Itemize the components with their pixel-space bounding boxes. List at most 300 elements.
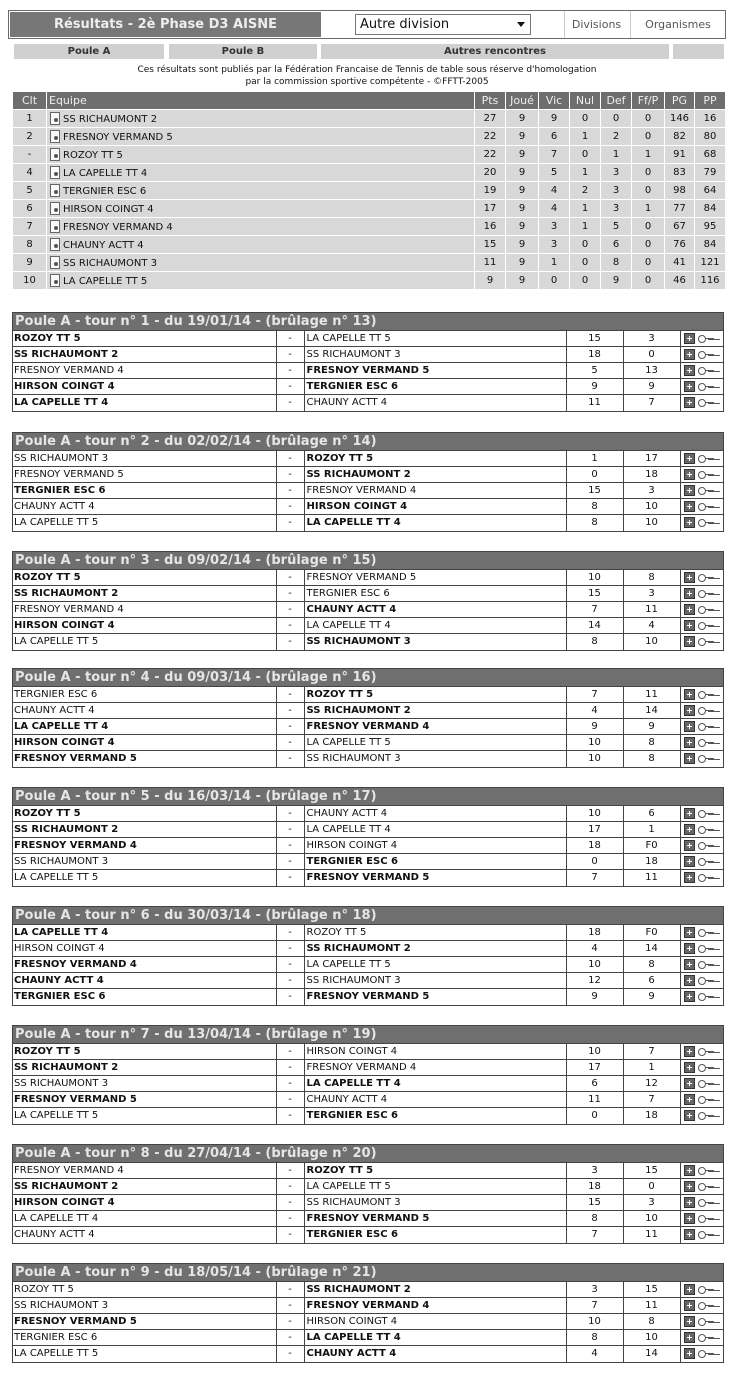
ranking-cell: 95 xyxy=(695,218,726,236)
tab-autres-rencontres[interactable]: Autres rencontres xyxy=(321,44,669,59)
ranking-cell: 4 xyxy=(539,200,570,218)
match-separator: - xyxy=(276,515,304,531)
match-row xyxy=(13,570,723,586)
ranking-cell: 17 xyxy=(475,200,506,218)
key-icon[interactable] xyxy=(698,960,715,969)
home-team: LA CAPELLE TT 4 xyxy=(13,395,276,411)
key-icon[interactable] xyxy=(698,841,715,850)
away-score: 0 xyxy=(623,347,680,363)
away-score: 8 xyxy=(623,1314,680,1330)
plus-icon[interactable] xyxy=(684,365,695,376)
ranking-cell: 5 xyxy=(13,182,47,200)
home-score: 10 xyxy=(566,751,623,767)
key-icon[interactable] xyxy=(698,589,715,598)
home-score: 18 xyxy=(566,838,623,854)
away-score: F0 xyxy=(623,838,680,854)
home-team: LA CAPELLE TT 5 xyxy=(13,515,276,531)
home-team: SS RICHAUMONT 2 xyxy=(13,1060,276,1076)
key-icon[interactable] xyxy=(698,992,715,1001)
match-actions xyxy=(680,347,723,363)
ranking-cell: 10 xyxy=(13,272,47,290)
home-team: ROZOY TT 5 xyxy=(13,1044,276,1060)
plus-icon[interactable] xyxy=(684,349,695,360)
key-icon[interactable] xyxy=(698,825,715,834)
col-equipe: Equipe xyxy=(47,92,475,110)
ranking-cell: 9 xyxy=(506,272,539,290)
team-name[interactable]: LA CAPELLE TT 4 xyxy=(63,168,148,179)
match-row xyxy=(13,1346,723,1362)
home-score: 0 xyxy=(566,467,623,483)
away-team: SS RICHAUMONT 3 xyxy=(304,347,566,363)
home-score: 7 xyxy=(566,687,623,703)
away-score: 8 xyxy=(623,751,680,767)
match-row xyxy=(13,451,723,467)
ranking-cell: 3 xyxy=(601,200,632,218)
home-score: 8 xyxy=(566,1330,623,1346)
plus-icon[interactable] xyxy=(684,689,695,700)
match-separator: - xyxy=(276,363,304,379)
round-matches-table xyxy=(13,1043,723,1124)
ranking-row xyxy=(13,200,726,218)
key-icon[interactable] xyxy=(698,857,715,866)
tab-poule-b[interactable]: Poule B xyxy=(169,44,317,59)
away-score: 11 xyxy=(623,602,680,618)
away-team: FRESNOY VERMAND 5 xyxy=(304,870,566,886)
plus-icon[interactable] xyxy=(684,588,695,599)
away-score: 8 xyxy=(623,570,680,586)
plus-icon[interactable] xyxy=(684,959,695,970)
plus-icon[interactable] xyxy=(684,840,695,851)
key-icon[interactable] xyxy=(698,621,715,630)
match-actions xyxy=(680,451,723,467)
key-icon[interactable] xyxy=(698,502,715,511)
key-icon[interactable] xyxy=(698,1349,715,1358)
ranking-cell: 7 xyxy=(13,218,47,236)
plus-icon[interactable] xyxy=(684,808,695,819)
ranking-cell: 0 xyxy=(632,218,665,236)
plus-icon[interactable] xyxy=(684,620,695,631)
plus-icon[interactable] xyxy=(684,824,695,835)
plus-icon[interactable] xyxy=(684,1332,695,1343)
key-icon[interactable] xyxy=(698,518,715,527)
key-icon[interactable] xyxy=(698,1198,715,1207)
doc-icon[interactable] xyxy=(49,166,60,178)
match-actions xyxy=(680,735,723,751)
doc-icon[interactable] xyxy=(49,274,60,286)
match-row xyxy=(13,515,723,531)
away-score: 0 xyxy=(623,1179,680,1195)
home-score: 17 xyxy=(566,1060,623,1076)
plus-icon[interactable] xyxy=(684,705,695,716)
home-score: 1 xyxy=(566,451,623,467)
away-score: 7 xyxy=(623,1044,680,1060)
key-icon[interactable] xyxy=(698,1301,715,1310)
tab-poule-a[interactable]: Poule A xyxy=(14,44,164,59)
ranking-cell: 9 xyxy=(506,218,539,236)
ranking-team-cell xyxy=(47,200,475,218)
team-name[interactable]: ROZOY TT 5 xyxy=(63,150,123,161)
plus-icon[interactable] xyxy=(684,1094,695,1105)
ranking-cell: 1 xyxy=(570,164,601,182)
match-row xyxy=(13,467,723,483)
team-name[interactable]: CHAUNY ACTT 4 xyxy=(63,240,144,251)
key-icon[interactable] xyxy=(698,398,715,407)
home-team: TERGNIER ESC 6 xyxy=(13,1330,276,1346)
team-name[interactable]: SS RICHAUMONT 2 xyxy=(63,114,158,125)
plus-icon[interactable] xyxy=(684,1348,695,1359)
match-row xyxy=(13,687,723,703)
key-icon[interactable] xyxy=(698,470,715,479)
key-icon[interactable] xyxy=(698,1166,715,1175)
key-icon[interactable] xyxy=(698,754,715,763)
plus-icon[interactable] xyxy=(684,453,695,464)
team-name[interactable]: TERGNIER ESC 6 xyxy=(63,186,147,197)
home-score: 5 xyxy=(566,363,623,379)
home-team: TERGNIER ESC 6 xyxy=(13,483,276,499)
round-title: Poule A - tour n° 4 - du 09/03/14 - (brûlage n° 16) xyxy=(13,669,723,686)
ranking-cell: 15 xyxy=(475,236,506,254)
match-separator: - xyxy=(276,618,304,634)
ranking-cell: 9 xyxy=(601,272,632,290)
organismes-link[interactable]: Organismes xyxy=(630,11,725,38)
plus-icon[interactable] xyxy=(684,753,695,764)
plus-icon[interactable] xyxy=(684,737,695,748)
key-icon[interactable] xyxy=(698,1047,715,1056)
ranking-cell: 0 xyxy=(632,236,665,254)
plus-icon[interactable] xyxy=(684,721,695,732)
match-row xyxy=(13,634,723,650)
match-separator: - xyxy=(276,1227,304,1243)
col-ffp: Ff/P xyxy=(632,92,665,110)
match-row xyxy=(13,1282,723,1298)
match-row xyxy=(13,989,723,1005)
away-team: LA CAPELLE TT 4 xyxy=(304,515,566,531)
match-actions xyxy=(680,395,723,411)
ranking-team-cell xyxy=(47,146,475,164)
ranking-cell: 8 xyxy=(13,236,47,254)
away-team: TERGNIER ESC 6 xyxy=(304,854,566,870)
match-actions xyxy=(680,363,723,379)
match-separator: - xyxy=(276,989,304,1005)
home-score: 8 xyxy=(566,1211,623,1227)
key-icon[interactable] xyxy=(698,573,715,582)
team-name[interactable]: FRESNOY VERMAND 5 xyxy=(63,132,173,143)
home-team: LA CAPELLE TT 5 xyxy=(13,1108,276,1124)
match-separator: - xyxy=(276,1298,304,1314)
key-icon[interactable] xyxy=(698,976,715,985)
home-team: SS RICHAUMONT 2 xyxy=(13,1179,276,1195)
doc-icon[interactable] xyxy=(49,256,60,268)
home-team: LA CAPELLE TT 4 xyxy=(13,719,276,735)
key-icon[interactable] xyxy=(698,928,715,937)
match-separator: - xyxy=(276,1076,304,1092)
key-icon[interactable] xyxy=(698,809,715,818)
key-icon[interactable] xyxy=(698,334,715,343)
plus-icon[interactable] xyxy=(684,1062,695,1073)
match-actions xyxy=(680,586,723,602)
match-row xyxy=(13,751,723,767)
plus-icon[interactable] xyxy=(684,927,695,938)
away-score: 17 xyxy=(623,451,680,467)
plus-icon[interactable] xyxy=(684,517,695,528)
ranking-row xyxy=(13,218,726,236)
key-icon[interactable] xyxy=(698,1230,715,1239)
key-icon[interactable] xyxy=(698,1317,715,1326)
col-joue: Joué xyxy=(506,92,539,110)
match-separator: - xyxy=(276,854,304,870)
away-team: CHAUNY ACTT 4 xyxy=(304,1092,566,1108)
match-separator: - xyxy=(276,838,304,854)
plus-icon[interactable] xyxy=(684,1046,695,1057)
home-score: 15 xyxy=(566,483,623,499)
round-matches-table xyxy=(13,450,723,531)
away-score: 11 xyxy=(623,1227,680,1243)
ranking-cell: 6 xyxy=(539,128,570,146)
away-team: SS RICHAUMONT 2 xyxy=(304,703,566,719)
key-icon[interactable] xyxy=(698,873,715,882)
ranking-cell: 6 xyxy=(601,236,632,254)
round-title: Poule A - tour n° 6 - du 30/03/14 - (brûlage n° 18) xyxy=(13,907,723,924)
home-score: 4 xyxy=(566,1346,623,1362)
round-matches-table xyxy=(13,1162,723,1243)
ranking-cell: 79 xyxy=(695,164,726,182)
ranking-cell: 1 xyxy=(570,218,601,236)
match-row xyxy=(13,1227,723,1243)
key-icon[interactable] xyxy=(698,454,715,463)
doc-icon[interactable] xyxy=(49,148,60,160)
ranking-cell: 3 xyxy=(539,236,570,254)
away-team: LA CAPELLE TT 4 xyxy=(304,1076,566,1092)
round-matches-table xyxy=(13,805,723,886)
key-icon[interactable] xyxy=(698,1182,715,1191)
doc-icon[interactable] xyxy=(49,184,60,196)
plus-icon[interactable] xyxy=(684,501,695,512)
ranking-cell: 27 xyxy=(475,110,506,128)
team-name[interactable]: FRESNOY VERMAND 4 xyxy=(63,222,173,233)
doc-icon[interactable] xyxy=(49,112,60,124)
match-separator: - xyxy=(276,1179,304,1195)
ranking-cell: 0 xyxy=(570,272,601,290)
plus-icon[interactable] xyxy=(684,1300,695,1311)
match-separator: - xyxy=(276,586,304,602)
ranking-cell: 0 xyxy=(570,254,601,272)
ranking-cell: 91 xyxy=(665,146,695,164)
ranking-row xyxy=(13,164,726,182)
home-team: TERGNIER ESC 6 xyxy=(13,989,276,1005)
key-icon[interactable] xyxy=(698,1333,715,1342)
key-icon[interactable] xyxy=(698,1214,715,1223)
home-score: 0 xyxy=(566,1108,623,1124)
ranking-cell: 2 xyxy=(13,128,47,146)
plus-icon[interactable] xyxy=(684,975,695,986)
division-select[interactable] xyxy=(355,14,531,35)
key-icon[interactable] xyxy=(698,1063,715,1072)
ranking-team-cell xyxy=(47,182,475,200)
home-team: SS RICHAUMONT 2 xyxy=(13,347,276,363)
away-team: CHAUNY ACTT 4 xyxy=(304,1346,566,1362)
plus-icon[interactable] xyxy=(684,333,695,344)
ranking-cell: 22 xyxy=(475,146,506,164)
home-team: FRESNOY VERMAND 5 xyxy=(13,1092,276,1108)
match-row xyxy=(13,870,723,886)
plus-icon[interactable] xyxy=(684,604,695,615)
home-score: 10 xyxy=(566,570,623,586)
away-score: 9 xyxy=(623,989,680,1005)
match-actions xyxy=(680,1314,723,1330)
plus-icon[interactable] xyxy=(684,1110,695,1121)
key-icon[interactable] xyxy=(698,1285,715,1294)
key-icon[interactable] xyxy=(698,1079,715,1088)
team-name[interactable]: HIRSON COINGT 4 xyxy=(63,204,154,215)
plus-icon[interactable] xyxy=(684,1181,695,1192)
team-name[interactable]: SS RICHAUMONT 3 xyxy=(63,258,158,269)
match-actions xyxy=(680,1092,723,1108)
ranking-cell: 9 xyxy=(13,254,47,272)
away-team: LA CAPELLE TT 5 xyxy=(304,957,566,973)
ranking-cell: 9 xyxy=(506,200,539,218)
match-separator: - xyxy=(276,751,304,767)
plus-icon[interactable] xyxy=(684,1229,695,1240)
match-row xyxy=(13,703,723,719)
away-score: 3 xyxy=(623,586,680,602)
round-matches-table xyxy=(13,330,723,411)
ranking-cell: 9 xyxy=(506,254,539,272)
plus-icon[interactable] xyxy=(684,872,695,883)
key-icon[interactable] xyxy=(698,366,715,375)
ranking-cell: 82 xyxy=(665,128,695,146)
match-row xyxy=(13,1092,723,1108)
key-icon[interactable] xyxy=(698,944,715,953)
plus-icon[interactable] xyxy=(684,1197,695,1208)
match-row xyxy=(13,1060,723,1076)
key-icon[interactable] xyxy=(698,1111,715,1120)
home-score: 9 xyxy=(566,719,623,735)
away-score: 1 xyxy=(623,822,680,838)
plus-icon[interactable] xyxy=(684,856,695,867)
match-row xyxy=(13,806,723,822)
home-team: HIRSON COINGT 4 xyxy=(13,379,276,395)
away-team: SS RICHAUMONT 3 xyxy=(304,634,566,650)
doc-icon[interactable] xyxy=(49,220,60,232)
ranking-cell: 20 xyxy=(475,164,506,182)
away-score: 4 xyxy=(623,618,680,634)
key-icon[interactable] xyxy=(698,605,715,614)
divisions-link[interactable]: Divisions xyxy=(564,11,628,38)
match-actions xyxy=(680,751,723,767)
plus-icon[interactable] xyxy=(684,1284,695,1295)
home-score: 7 xyxy=(566,602,623,618)
match-actions xyxy=(680,1195,723,1211)
key-icon[interactable] xyxy=(698,486,715,495)
match-actions xyxy=(680,515,723,531)
home-score: 10 xyxy=(566,735,623,751)
plus-icon[interactable] xyxy=(684,397,695,408)
key-icon[interactable] xyxy=(698,722,715,731)
ranking-cell: 0 xyxy=(539,272,570,290)
away-team: HIRSON COINGT 4 xyxy=(304,499,566,515)
match-actions xyxy=(680,1179,723,1195)
away-team: FRESNOY VERMAND 5 xyxy=(304,363,566,379)
match-row xyxy=(13,1076,723,1092)
home-team: CHAUNY ACTT 4 xyxy=(13,1227,276,1243)
home-team: SS RICHAUMONT 3 xyxy=(13,854,276,870)
match-row xyxy=(13,822,723,838)
home-score: 9 xyxy=(566,379,623,395)
ranking-row xyxy=(13,128,726,146)
ranking-cell: 83 xyxy=(665,164,695,182)
plus-icon[interactable] xyxy=(684,991,695,1002)
away-score: 3 xyxy=(623,331,680,347)
away-score: 12 xyxy=(623,1076,680,1092)
plus-icon[interactable] xyxy=(684,381,695,392)
key-icon[interactable] xyxy=(698,690,715,699)
plus-icon[interactable] xyxy=(684,943,695,954)
doc-icon[interactable] xyxy=(49,130,60,142)
home-team: ROZOY TT 5 xyxy=(13,806,276,822)
away-score: 13 xyxy=(623,363,680,379)
match-separator: - xyxy=(276,973,304,989)
round-block xyxy=(12,1263,724,1363)
key-icon[interactable] xyxy=(698,350,715,359)
key-icon[interactable] xyxy=(698,637,715,646)
ranking-cell: 0 xyxy=(632,272,665,290)
ranking-cell: 80 xyxy=(695,128,726,146)
match-row xyxy=(13,1044,723,1060)
away-score: 10 xyxy=(623,634,680,650)
match-separator: - xyxy=(276,331,304,347)
home-score: 7 xyxy=(566,1298,623,1314)
ranking-cell: - xyxy=(13,146,47,164)
match-separator: - xyxy=(276,1211,304,1227)
match-row xyxy=(13,1163,723,1179)
plus-icon[interactable] xyxy=(684,485,695,496)
home-team: LA CAPELLE TT 4 xyxy=(13,1211,276,1227)
key-icon[interactable] xyxy=(698,1095,715,1104)
doc-icon[interactable] xyxy=(49,238,60,250)
plus-icon[interactable] xyxy=(684,1213,695,1224)
ranking-cell: 0 xyxy=(601,110,632,128)
home-team: SS RICHAUMONT 2 xyxy=(13,586,276,602)
ranking-row xyxy=(13,182,726,200)
key-icon[interactable] xyxy=(698,706,715,715)
match-separator: - xyxy=(276,806,304,822)
key-icon[interactable] xyxy=(698,382,715,391)
match-separator: - xyxy=(276,499,304,515)
plus-icon[interactable] xyxy=(684,1078,695,1089)
doc-icon[interactable] xyxy=(49,202,60,214)
plus-icon[interactable] xyxy=(684,469,695,480)
match-actions xyxy=(680,838,723,854)
plus-icon[interactable] xyxy=(684,636,695,647)
away-team: SS RICHAUMONT 3 xyxy=(304,1195,566,1211)
ranking-row xyxy=(13,110,726,128)
away-score: 9 xyxy=(623,379,680,395)
ranking-cell: 1 xyxy=(13,110,47,128)
plus-icon[interactable] xyxy=(684,572,695,583)
home-team: LA CAPELLE TT 5 xyxy=(13,1346,276,1362)
key-icon[interactable] xyxy=(698,738,715,747)
match-row xyxy=(13,973,723,989)
team-name[interactable]: LA CAPELLE TT 5 xyxy=(63,276,148,287)
away-score: 14 xyxy=(623,1346,680,1362)
plus-icon[interactable] xyxy=(684,1165,695,1176)
match-separator: - xyxy=(276,1044,304,1060)
plus-icon[interactable] xyxy=(684,1316,695,1327)
match-actions xyxy=(680,854,723,870)
home-score: 10 xyxy=(566,957,623,973)
ranking-cell: 9 xyxy=(506,182,539,200)
ranking-cell: 0 xyxy=(570,146,601,164)
